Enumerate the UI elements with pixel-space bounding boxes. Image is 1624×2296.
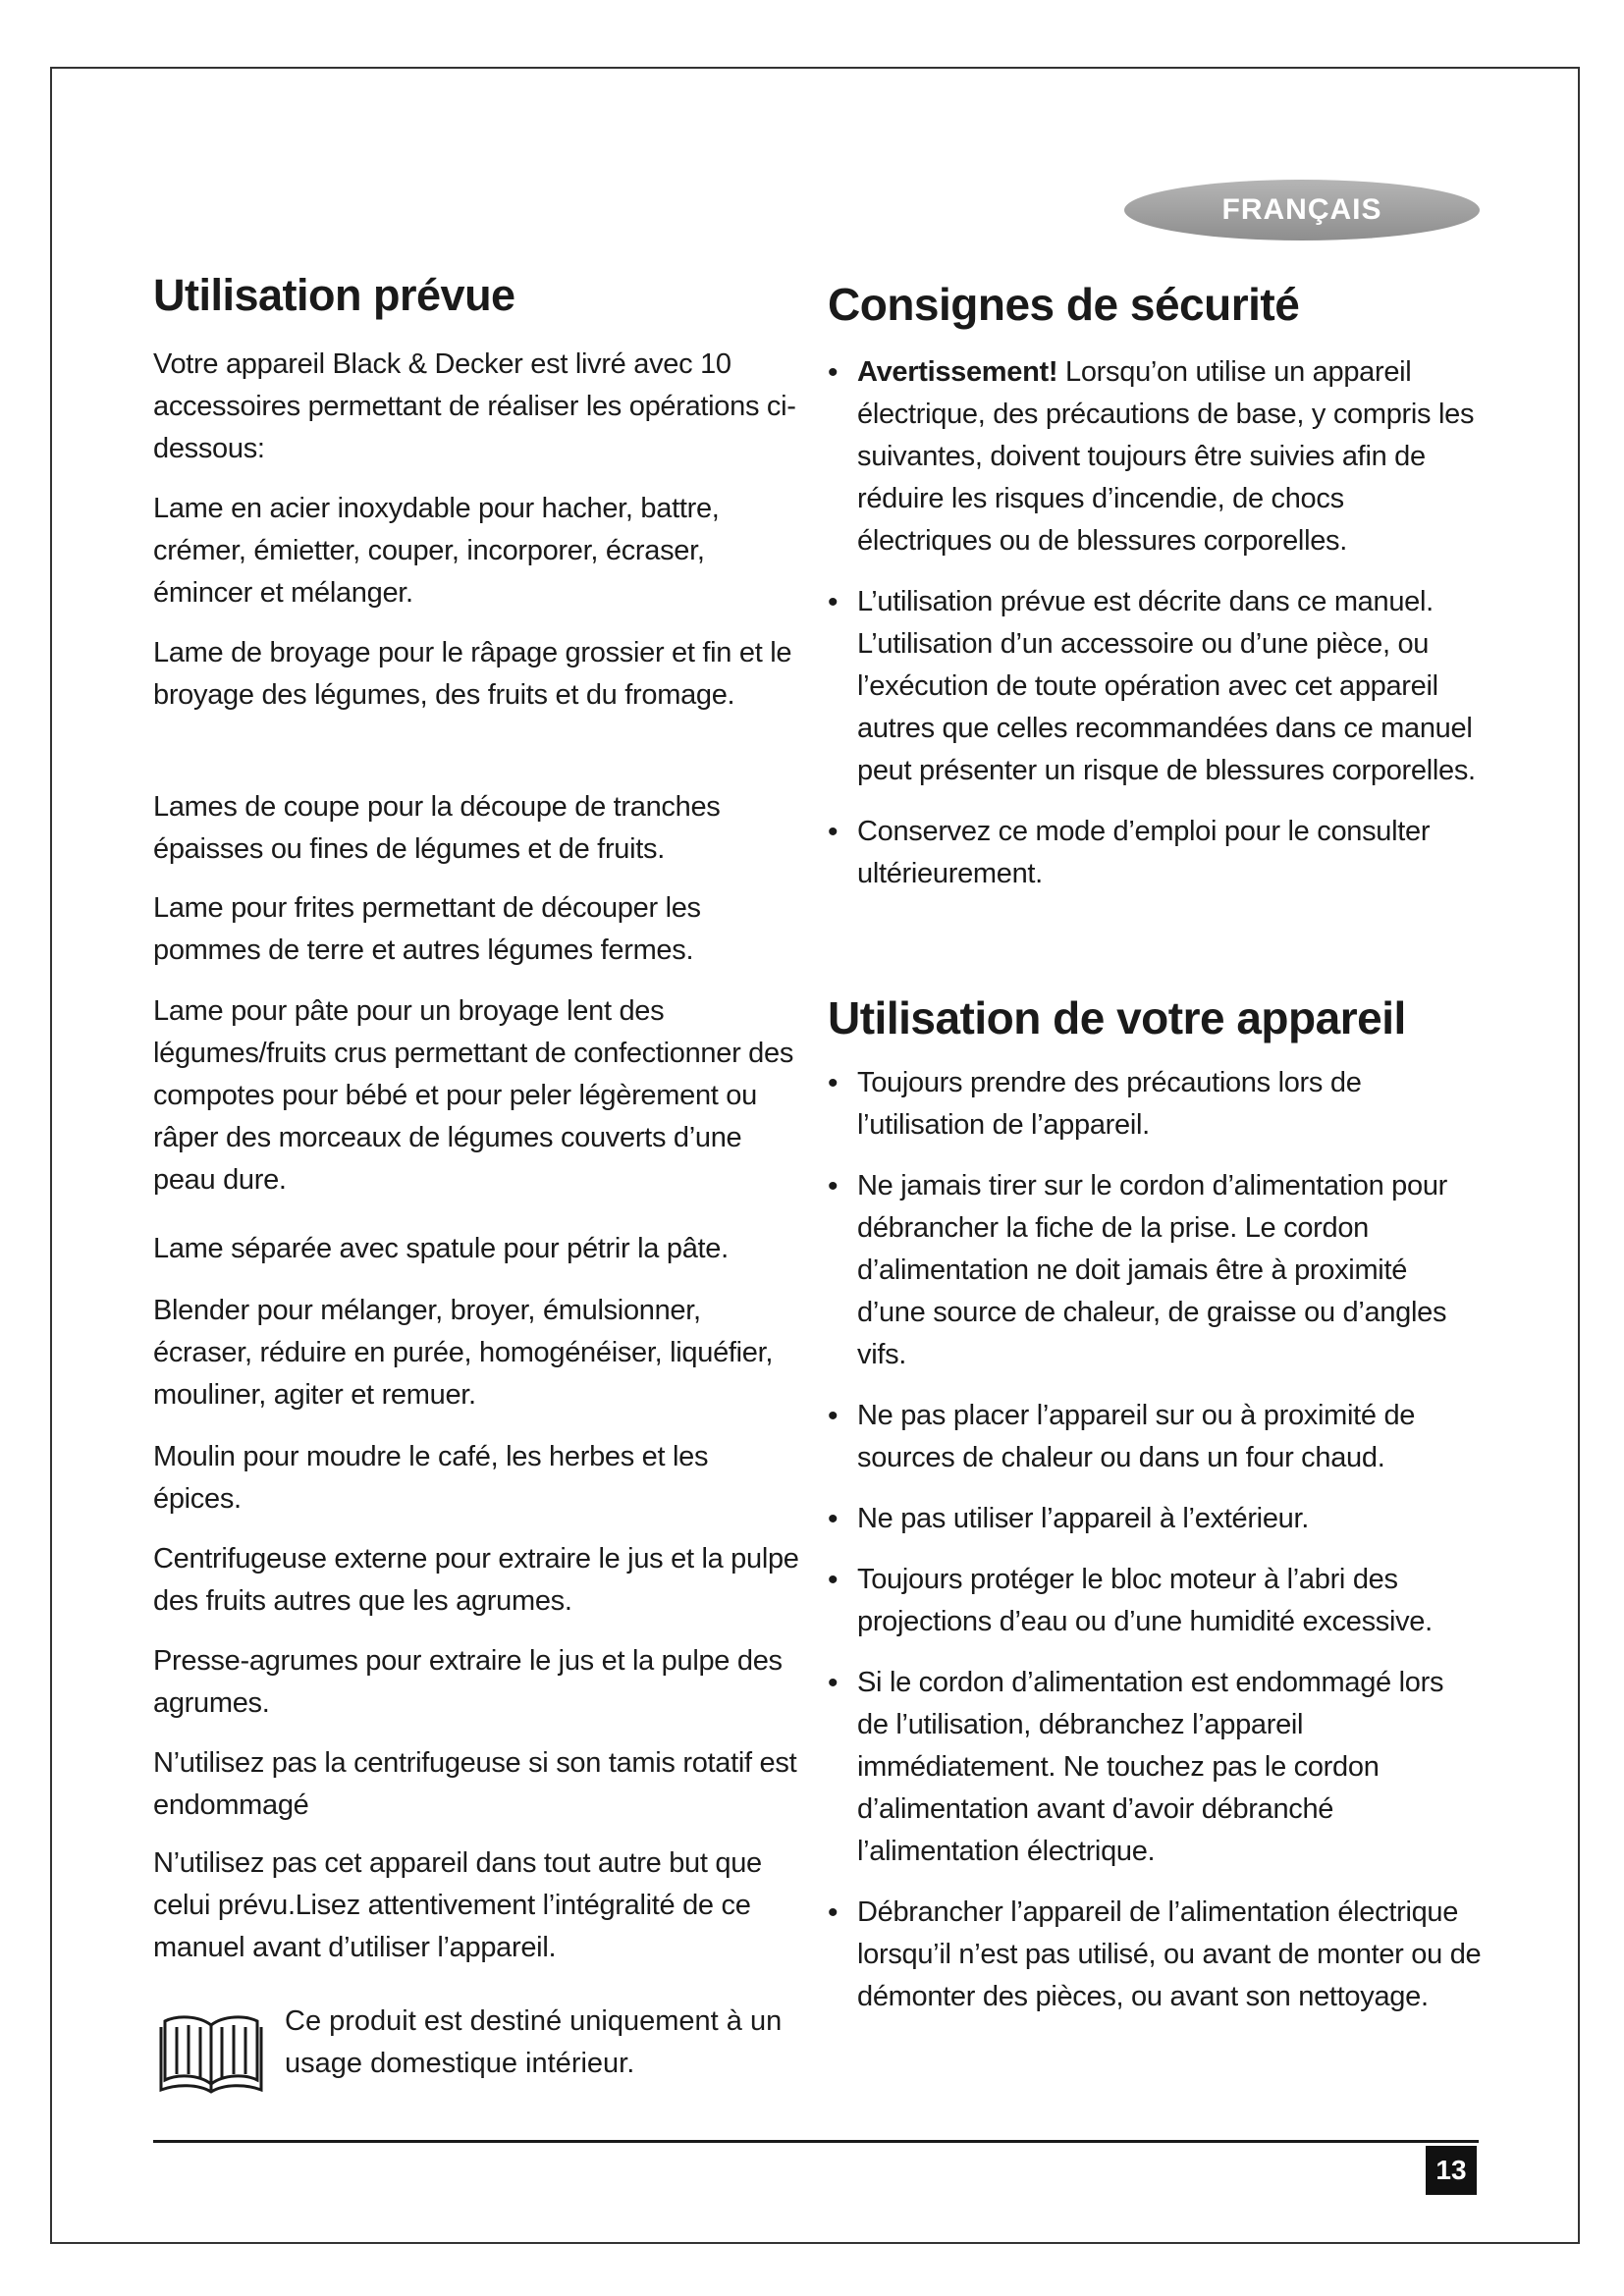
language-badge: FRANÇAIS [1124,180,1480,240]
paragraph-sieve-warning: N’utilisez pas la centrifugeuse si son tamis rotatif est endommagé [153,1747,797,1821]
list-item [828,811,1482,895]
list-item [828,351,1482,562]
heading-intended-use: Utilisation prévue [153,270,515,320]
usage-bullet-list [828,1062,1482,2037]
usage-bullet-text: Ne pas placer l’appareil sur ou à proximité de sources de chaleur ou dans un four chaud. [857,1400,1416,1473]
paragraph-blender: Blender pour mélanger, broyer, émulsionner, écraser, réduire en purée, homogénéiser, liquéfier, mouliner, agiter et remuer. [153,1295,774,1411]
heading-using-appliance: Utilisation de votre appareil [828,992,1406,1043]
open-book-icon [157,2007,265,2096]
paragraph-intro: Votre appareil Black & Decker est livré avec 10 accessoires permettant de réaliser les opérations ci-dessous: [153,348,796,464]
paragraph-pulp-blade: Lame pour pâte pour un broyage lent des légumes/fruits crus permettant de confectionner des compotes pour bébé et pour peler légèrement ou râper des morceaux de légumes couverts d’une peau dure. [153,995,794,1196]
warning-text: Lorsqu’on utilise un appareil électrique, des précautions de base, y compris les suivantes, doivent toujours être suivies afin de réduire les risques d’incendie, de chocs électriques ou de blessures corporelles. [857,356,1475,557]
paragraph-fries-blade: Lame pour frites permettant de découper les pommes de terre et autres légumes fermes. [153,892,701,966]
list-item [828,1892,1482,2018]
paragraph-dough-blade: Lame séparée avec spatule pour pétrir la pâte. [153,1233,729,1264]
page-number: 13 [1426,2146,1477,2195]
usage-bullet-text: Ne jamais tirer sur le cordon d’alimentation pour débrancher la fiche de la prise. Le cordon d’alimentation ne doit jamais être à proximité d’une source de chaleur, de graisse ou d’angles vifs. [857,1170,1448,1370]
list-item [828,1165,1482,1376]
list-item [828,1395,1482,1479]
paragraph-juicer: Centrifugeuse externe pour extraire le jus et la pulpe des fruits autres que les agrumes. [153,1543,799,1617]
list-item [828,1559,1482,1643]
usage-bullet-text: Toujours prendre des précautions lors de l’utilisation de l’appareil. [857,1067,1362,1141]
safety-bullet-text: L’utilisation prévue est décrite dans ce manuel. L’utilisation d’un accessoire ou d’une pièce, ou l’exécution de toute opération avec cet appareil autres que celles recommandées dans ce manuel peut présenter un risque de blessures corporelles. [857,586,1476,786]
paragraph-citrus-press: Presse-agrumes pour extraire le jus et la pulpe des agrumes. [153,1645,783,1719]
paragraph-stainless-blade: Lame en acier inoxydable pour hacher, battre, crémer, émietter, couper, incorporer, écraser, émincer et mélanger. [153,493,720,609]
heading-safety-instructions: Consignes de sécurité [828,279,1300,330]
safety-bullet-list [828,351,1482,914]
list-item [828,1062,1482,1147]
usage-bullet-text: Débrancher l’appareil de l’alimentation électrique lorsqu’il n’est pas utilisé, ou avant de monter ou de démonter des pièces, ou avant son nettoyage. [857,1896,1482,2012]
footer-rule [153,2140,1479,2143]
usage-bullet-text: Toujours protéger le bloc moteur à l’abri des projections d’eau ou d’une humidité excessive. [857,1564,1433,1637]
paragraph-grinder: Moulin pour moudre le café, les herbes et les épices. [153,1441,709,1515]
paragraph-manual-warning: N’utilisez pas cet appareil dans tout autre but que celui prévu.Lisez attentivement l’intégralité de ce manuel avant d’utiliser l’appareil. [153,1847,762,1963]
list-item [828,581,1482,792]
usage-bullet-text: Ne pas utiliser l’appareil à l’extérieur. [857,1503,1309,1534]
warning-label: Avertissement! [857,356,1058,388]
paragraph-grating-blade: Lame de broyage pour le râpage grossier et fin et le broyage des légumes, des fruits et du fromage. [153,637,792,711]
list-item [828,1662,1482,1873]
list-item [828,1498,1482,1540]
safety-bullet-text: Conservez ce mode d’emploi pour le consulter ultérieurement. [857,816,1431,889]
usage-bullet-text: Si le cordon d’alimentation est endommagé lors de l’utilisation, débranchez l’appareil immédiatement. Ne touchez pas le cordon d’alimentation avant d’avoir débranché l’alimentation électrique. [857,1667,1444,1867]
domestic-use-note: Ce produit est destiné uniquement à un usage domestique intérieur. [285,2005,783,2079]
paragraph-slicing-blades: Lames de coupe pour la découpe de tranches épaisses ou fines de légumes et de fruits. [153,791,721,865]
